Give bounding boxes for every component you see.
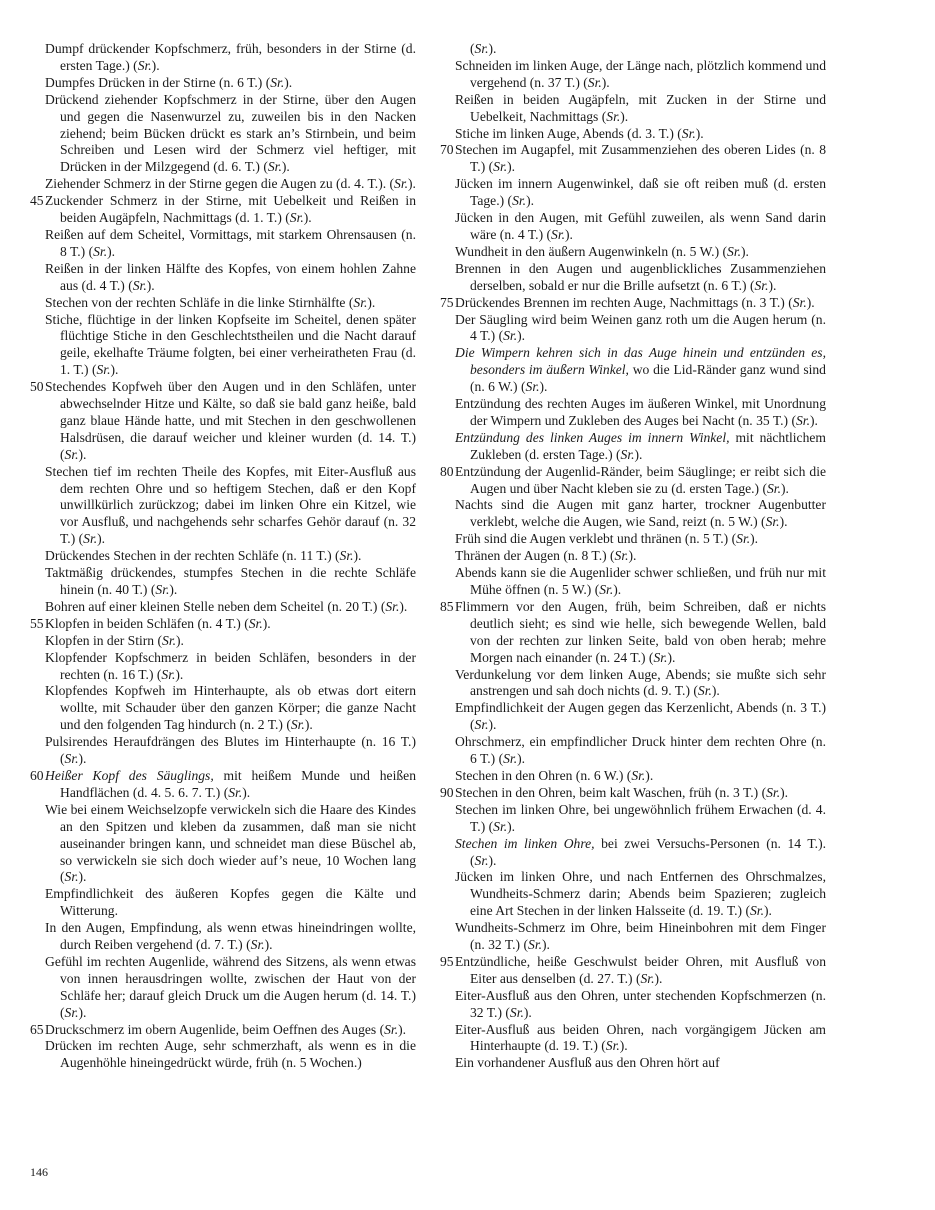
entry-text: Klopfendes Kopfweh im Hinterhaupte, als ob etwas dort eitern wollte, mit Schauder über den ganzen Körper; die ganze Nacht und den folgenden Tag hindurch (n. 2 T.) (Sr.). <box>45 683 416 733</box>
symptom-entry <box>440 988 826 1022</box>
entry-text: Entzündliche, heiße Geschwulst beider Ohren, mit Ausfluß von Eiter aus denselben (d. 27. T.) (Sr.). <box>455 953 826 986</box>
symptom-entry <box>440 92 826 126</box>
symptom-entry <box>30 599 416 616</box>
symptom-entry <box>440 396 826 430</box>
entry-number: 95 <box>440 953 454 969</box>
entry-text: Reißen in der linken Hälfte des Kopfes, von einem hohlen Zahne aus (d. 4 T.) (Sr.). <box>45 260 416 293</box>
entry-text: Ziehender Schmerz in der Stirne gegen die Augen zu (d. 4. T.). (Sr.). <box>45 176 416 192</box>
entry-text: Stechen im Augapfel, mit Zusammenziehen des oberen Lides (n. 8 T.) (Sr.). <box>455 142 826 175</box>
symptom-entry <box>30 227 416 261</box>
entry-text: Verdunkelung vor dem linken Auge, Abends; sie mußte sich sehr anstrengen und sah doch nichts (d. 9. T.) (Sr.). <box>455 666 826 699</box>
symptom-entry <box>30 954 416 1022</box>
entry-text: Klopfen in beiden Schläfen (n. 4 T.) (Sr.). <box>45 615 271 631</box>
symptom-entry <box>30 683 416 734</box>
entry-text: Stechen in den Ohren, beim kalt Waschen, früh (n. 3 T.) (Sr.). <box>455 784 789 800</box>
entry-number: 60 <box>30 767 44 783</box>
symptom-entry <box>30 633 416 650</box>
symptom-entry <box>440 312 826 346</box>
entry-text: Schneiden im linken Auge, der Länge nach, plötzlich kommend und vergehend (n. 37 T.) (Sr.). <box>455 57 826 90</box>
entry-italic-text: Heißer Kopf des Säuglings, <box>45 767 214 783</box>
entry-text: Stechen tief im rechten Theile des Kopfes, mit Eiter-Ausfluß aus dem rechten Ohre und so heftigem Stechen, daß er den Kopf unwillkürlich zurückzog; dabei im linken Ohre ein Kitzel, wie vor Ausfluß, und nachgehends sehr scharfes Gehör darauf (n. 32 T.) (Sr.). <box>45 463 416 547</box>
symptom-entry <box>440 1022 826 1056</box>
symptom-entry <box>440 565 826 599</box>
symptom-entry <box>440 734 826 768</box>
entry-text: Wundheits-Schmerz im Ohre, beim Hineinbohren mit dem Finger (n. 32 T.) (Sr.). <box>455 920 826 953</box>
entry-text: Drückend ziehender Kopfschmerz in der Stirne, über den Augen und gegen die Nasenwurzel zu, zuweilen bis in den Nacken ziehend; beim Bücken drückt es stark an’s Stirnbein, und beim Schreiben und Lesen wird der Schmerz viel heftiger, mit Drücken in der Milzgegend (d. 6. T.) (Sr.). <box>45 91 416 175</box>
symptom-entry <box>30 1038 416 1072</box>
left-column <box>30 41 416 1072</box>
symptom-entry <box>30 650 416 684</box>
entry-text: Abends kann sie die Augenlider schwer schließen, und früh nur mit Mühe öffnen (n. 5 W.) (Sr.). <box>455 565 826 597</box>
symptom-entry <box>30 565 416 599</box>
entry-text: wo die Lid-Ränder ganz wund sind (n. 6 W.) (Sr.). <box>470 362 826 395</box>
entry-text: In den Augen, Empfindung, als wenn etwas hineindringen wollte, durch Reiben vergehend (d. 7. T.) (Sr.). <box>45 920 416 953</box>
entry-text: Zuckender Schmerz in der Stirne, mit Uebelkeit und Reißen in beiden Augäpfeln, Nachmittags (d. 1. T.) (Sr.). <box>45 193 416 226</box>
entry-number: 70 <box>440 142 454 158</box>
entry-number: 45 <box>30 193 44 209</box>
symptom-entry <box>440 836 826 870</box>
symptom-entry <box>440 126 826 143</box>
entry-number: 90 <box>440 784 454 800</box>
right-column <box>440 41 826 1072</box>
entry-text: Gefühl im rechten Augenlide, während des Sitzens, als wenn etwas von innen herausdringen wollte, zwischen der Haut von der Schläfe her; darauf gleich Druck um die Augen herum (d. 14. T.) (Sr.). <box>45 953 416 1020</box>
symptom-entry <box>30 75 416 92</box>
entry-text: Wie bei einem Weichselzopfe verwickeln sich die Haare des Kindes an den Spitzen und kleben da zusammen, daß man sie nicht auseinander bringen kann, und schneidet man diese Büschel ab, so verwickeln sie sich doch wieder auf’s neue, 10 Wochen lang (Sr.). <box>45 801 416 885</box>
entry-number: 85 <box>440 598 454 614</box>
entry-text: Klopfender Kopfschmerz in beiden Schläfen, besonders in der rechten (n. 16 T.) (Sr.). <box>45 649 416 682</box>
symptom-entry <box>440 497 826 531</box>
entry-text: bei zwei Versuchs-Personen (n. 14 T.). (Sr.). <box>470 835 826 868</box>
entry-text: Stechen in den Ohren (n. 6 W.) (Sr.). <box>455 767 654 783</box>
symptom-entry <box>30 920 416 954</box>
symptom-entry <box>30 312 416 380</box>
symptom-entry <box>440 430 826 464</box>
entry-text: Empfindlichkeit des äußeren Kopfes gegen die Kälte und Witterung. <box>45 886 416 919</box>
entry-text: Jücken in den Augen, mit Gefühl zuweilen, als wenn Sand darin wäre (n. 4 T.) (Sr.). <box>455 210 826 242</box>
symptom-entry <box>440 785 826 802</box>
entry-text: Bohren auf einer kleinen Stelle neben dem Scheitel (n. 20 T.) (Sr.). <box>45 598 408 614</box>
entry-text: Entzündung der Augenlid-Ränder, beim Säuglinge; er reibt sich die Augen und über Nacht kleben sie zu (d. ersten Tage.) (Sr.). <box>455 463 826 496</box>
symptom-entry <box>440 244 826 261</box>
symptom-entry <box>440 1055 826 1072</box>
entry-text: Klopfen in der Stirn (Sr.). <box>45 632 184 648</box>
entry-number: 65 <box>30 1021 44 1037</box>
entry-number: 55 <box>30 615 44 631</box>
symptom-entry <box>440 210 826 244</box>
symptom-entry <box>30 41 416 75</box>
entry-text: Stechen von der rechten Schläfe in die linke Stirnhälfte (Sr.). <box>45 294 376 310</box>
symptom-entry <box>30 464 416 549</box>
symptom-entry <box>440 142 826 176</box>
entry-text: Stechen im linken Ohre, bei ungewöhnlich frühem Erwachen (d. 4. T.) (Sr.). <box>455 801 826 834</box>
entry-italic-text: Entzündung des linken Auges im innern Winkel, <box>455 429 730 445</box>
symptom-entry <box>440 700 826 734</box>
entry-text: Brennen in den Augen und augenblickliches Zusammenziehen derselben, sobald er nur die Brille aufsetzt (n. 6 T.) (Sr.). <box>455 260 826 293</box>
entry-text: Früh sind die Augen verklebt und thränen (n. 5 T.) (Sr.). <box>455 531 759 547</box>
entry-text: Jücken im linken Ohre, und nach Entfernen des Ohrschmalzes, Wundheits-Schmerz darin; Abends beim Spazieren; zugleich eine Art Stechen in der linken Halsseite (d. 19. T.) (Sr.). <box>455 869 826 919</box>
entry-text: Ein vorhandener Ausfluß aus den Ohren hört auf <box>455 1055 720 1071</box>
entry-text: Drücken im rechten Auge, sehr schmerzhaft, als wenn es in die Augenhöhle hineingedrückt würde, früh (n. 5 Wochen.) <box>45 1038 416 1071</box>
entry-text: Stiche, flüchtige in der linken Kopfseite im Scheitel, denen später flüchtige Stiche in den Geschlechtstheilen und die Nacht darauf geile, ekelhafte Träume folgten, bei einer verheiratheten Frau (d. 1. T.) (Sr.). <box>45 311 416 378</box>
entry-text: Pulsirendes Heraufdrängen des Blutes im Hinterhaupte (n. 16 T.) (Sr.). <box>45 734 416 767</box>
symptom-entry <box>30 176 416 193</box>
symptom-entry <box>30 802 416 887</box>
entry-text: (Sr.). <box>470 41 497 56</box>
entry-text: Nachts sind die Augen mit ganz harter, trockner Augenbutter verklebt, welche die Augen, wie Sand, reizt (n. 5 W.) (Sr.). <box>455 497 826 530</box>
symptom-entry <box>30 261 416 295</box>
entry-text: Eiter-Ausfluß aus beiden Ohren, nach vorgängigem Jücken am Hinterhaupte (d. 19. T.) (Sr.). <box>455 1021 826 1054</box>
symptom-entry <box>440 599 826 667</box>
entry-text: Ohrschmerz, ein empfindlicher Druck hinter dem rechten Ohre (n. 6 T.) (Sr.). <box>455 734 826 767</box>
symptom-entry <box>30 768 416 802</box>
entry-text: Taktmäßig drückendes, stumpfes Stechen in die rechte Schläfe hinein (n. 40 T.) (Sr.). <box>45 565 416 597</box>
entry-text: Stiche im linken Auge, Abends (d. 3. T.) (Sr.). <box>455 125 704 141</box>
symptom-entry <box>440 920 826 954</box>
entry-text: Reißen auf dem Scheitel, Vormittags, mit starkem Ohrensausen (n. 8 T.) (Sr.). <box>45 226 416 259</box>
entry-text: Entzündung des rechten Auges im äußeren Winkel, mit Unordnung der Wimpern und Zukleben des Auges bei Nacht (n. 35 T.) (Sr.). <box>455 396 826 428</box>
entry-text: Dumpf drückender Kopfschmerz, früh, besonders in der Stirne (d. ersten Tage.) (Sr.). <box>45 41 416 73</box>
symptom-entry <box>440 548 826 565</box>
symptom-entry <box>30 616 416 633</box>
symptom-entry <box>30 734 416 768</box>
symptom-entry <box>30 295 416 312</box>
symptom-entry <box>440 667 826 701</box>
symptom-entry <box>440 531 826 548</box>
entry-text: mit nächtlichem Zukleben (d. ersten Tage.) (Sr.). <box>470 429 826 462</box>
symptom-entry <box>440 802 826 836</box>
entry-text: Thränen der Augen (n. 8 T.) (Sr.). <box>455 548 637 564</box>
entry-number: 50 <box>30 379 44 395</box>
entry-text: Druckschmerz im obern Augenlide, beim Oeffnen des Auges (Sr.). <box>45 1021 407 1037</box>
entry-text: Drückendes Stechen in der rechten Schläfe (n. 11 T.) (Sr.). <box>45 548 362 564</box>
symptom-entry <box>30 548 416 565</box>
entry-text: Eiter-Ausfluß aus den Ohren, unter stechenden Kopfschmerzen (n. 32 T.) (Sr.). <box>455 987 826 1020</box>
entry-italic-text: Stechen im linken Ohre, <box>455 835 595 851</box>
symptom-entry <box>440 768 826 785</box>
page-number: 146 <box>30 1165 48 1179</box>
symptom-entry <box>440 954 826 988</box>
entry-text: Flimmern vor den Augen, früh, beim Schreiben, daß er nichts deutlich sieht; es sind wie helle, sich bewegende Wellen, bald von der rechten zur linken Seite, bald von oben herab; mehre Morgen nach einander (n. 24 T.) (Sr.). <box>455 598 826 665</box>
symptom-entry <box>30 193 416 227</box>
symptom-entry <box>440 261 826 295</box>
symptom-entry <box>440 41 826 58</box>
entry-number: 75 <box>440 294 454 310</box>
symptom-entry <box>440 345 826 396</box>
symptom-entry <box>30 379 416 464</box>
symptom-entry <box>440 295 826 312</box>
entry-text: Der Säugling wird beim Weinen ganz roth um die Augen herum (n. 4 T.) (Sr.). <box>455 311 826 344</box>
symptom-entry <box>440 58 826 92</box>
entry-text: Reißen in beiden Augäpfeln, mit Zucken in der Stirne und Uebelkeit, Nachmittags (Sr.). <box>455 91 826 124</box>
symptom-entry <box>440 176 826 210</box>
symptom-entry <box>30 886 416 920</box>
symptom-entry <box>440 869 826 920</box>
symptom-entry <box>440 464 826 498</box>
symptom-entry <box>30 92 416 177</box>
entry-text: Empfindlichkeit der Augen gegen das Kerzenlicht, Abends (n. 3 T.) (Sr.). <box>455 700 826 733</box>
entry-text: Dumpfes Drücken in der Stirne (n. 6 T.) (Sr.). <box>45 74 293 90</box>
entry-text: Stechendes Kopfweh über den Augen und in den Schläfen, unter abwechselnder Hitze und Kälte, so daß sie bald ganz heiße, bald ganz blaue Hände hatte, und mit Stechen in den geschwollenen Halsdrüsen, die darauf weicher und kleiner wurden (d. 14. T.) (Sr.). <box>45 379 416 462</box>
entry-text: Wundheit in den äußern Augenwinkeln (n. 5 W.) (Sr.). <box>455 243 749 259</box>
entry-text: Jücken im innern Augenwinkel, daß sie oft reiben muß (d. ersten Tage.) (Sr.). <box>455 176 826 209</box>
entry-number: 80 <box>440 463 454 479</box>
entry-italic-text: Die Wimpern kehren sich in das Auge hinein und entzünden es, besonders im äußern Winkel, <box>455 345 826 378</box>
entry-text: mit heißem Munde und heißen Handflächen (d. 4. 5. 6. 7. T.) (Sr.). <box>60 767 416 800</box>
symptom-entry <box>30 1022 416 1039</box>
entry-text: Drückendes Brennen im rechten Auge, Nachmittags (n. 3 T.) (Sr.). <box>455 294 815 310</box>
